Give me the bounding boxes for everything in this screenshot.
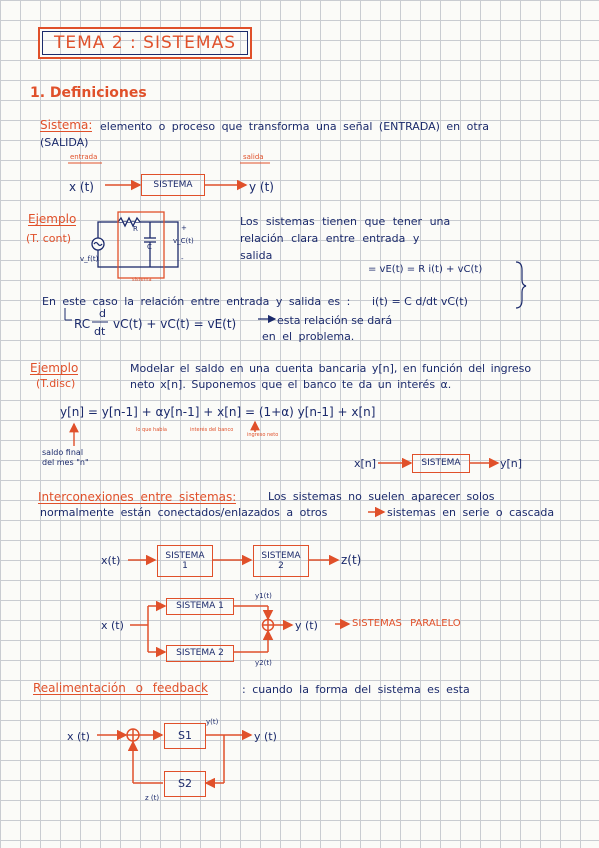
y-output-label: y (t) [249, 180, 274, 194]
section-heading-definiciones: 1. Definiciones [30, 85, 147, 101]
feedback-s1-box: S1 [164, 723, 206, 749]
ejemplo2-line2: neto x[n]. Suponemos que el banco te da un interés α. [130, 378, 452, 391]
sistema-box: SISTEMA [141, 174, 205, 196]
serie-box-2-title: SISTEMA [261, 550, 301, 561]
ejemplo1-d: d [99, 307, 106, 320]
feedback-z-label: z (t) [145, 794, 160, 802]
feedback-x-label: x (t) [67, 730, 90, 743]
serie-z-label: z(t) [341, 553, 362, 567]
serie-box-1-title: SISTEMA [165, 550, 205, 561]
feedback-lines [97, 729, 251, 783]
serie-box-1-number: 1 [182, 561, 188, 571]
feedback-y-small: y(t) [206, 718, 219, 726]
ejemplo-disc-label: Ejemplo [30, 361, 79, 375]
disc-sistema-box: SISTEMA [412, 454, 470, 473]
x-input-label: x (t) [69, 180, 94, 194]
rc-plus-label: + [181, 224, 187, 232]
saldo-note-2: del mes "n" [42, 458, 89, 467]
ejemplo1-arrow-note-2: en el problema. [262, 330, 355, 343]
ejemplo1-line2-equation: vC(t) + vC(t) = vE(t) [113, 317, 237, 331]
interconexiones-text-1: Los sistemas no suelen aparecer solos [268, 490, 495, 503]
sistema-definition: elemento o proceso que transforma una señal (ENTRADA) en otra [100, 120, 489, 133]
rc-resistor-label: R [133, 225, 138, 233]
paralelo-y-label: y (t) [295, 619, 318, 632]
ejemplo-cont-label: Ejemplo [28, 212, 77, 226]
interconexiones-text-2: normalmente están conectados/enlazados a otros [40, 506, 328, 519]
ejemplo1-arrow-note-1: esta relación se dará [277, 314, 393, 327]
ejemplo1-desc-3: salida [240, 249, 273, 262]
serie-x-label: x(t) [101, 554, 121, 567]
rc-vc-label: v_C(t) [173, 237, 194, 245]
ejemplo-disc-sub: (T.disc) [36, 377, 76, 390]
rc-circuit [92, 218, 178, 267]
interconexiones-arrow-text: sistemas en serie o cascada [387, 506, 555, 519]
rc-source-label: v_f(t) [80, 255, 99, 263]
rc-sistema-caption: sistema [132, 277, 152, 283]
ejemplo2-equation: y[n] = y[n-1] + αy[n-1] + x[n] = (1+α) y[n-1] + x[n] [60, 405, 376, 419]
sistema-term: Sistema: [40, 118, 93, 132]
feedback-y-label: y (t) [254, 730, 277, 743]
paralelo-x-label: x (t) [101, 619, 124, 632]
realimentacion-text: : cuando la forma del sistema es esta [242, 683, 470, 696]
salida-label: salida [243, 153, 264, 161]
ejemplo1-desc-2: relación clara entre entrada y [240, 232, 420, 245]
entrada-label: entrada [70, 153, 98, 161]
ejemplo1-rc-prefix: RC [74, 317, 91, 331]
ejemplo1-line1: En este caso la relación entre entrada y salida es : [42, 295, 351, 308]
saldo-note-1: saldo final [42, 448, 84, 457]
salida-paren: (SALIDA) [40, 136, 89, 149]
feedback-s2-box: S2 [164, 771, 206, 797]
paralelo-lines [130, 606, 292, 652]
rc-capacitor-label: C [147, 243, 152, 251]
disc-y-label: y[n] [500, 457, 523, 470]
rc-minus-label: - [181, 255, 184, 263]
paralelo-y2-label: y2(t) [255, 659, 272, 667]
serie-box-2-number: 2 [278, 561, 284, 571]
paralelo-y1-label: y1(t) [255, 592, 272, 600]
ejemplo-cont-sub: (T. cont) [26, 232, 72, 245]
tiny-note-2: interés del banco [190, 427, 234, 433]
disc-x-label: x[n] [354, 457, 377, 470]
ejemplo1-equation-right: = vE(t) = R i(t) + vC(t) [368, 264, 483, 275]
page-title: TEMA 2 : SISTEMAS [38, 27, 252, 59]
ejemplo1-dt: dt [94, 325, 106, 338]
paralelo-box-1: SISTEMA 1 [166, 598, 234, 615]
paralelo-box-2: SISTEMA 2 [166, 645, 234, 662]
realimentacion-heading: Realimentación o feedback [33, 681, 208, 695]
ejemplo1-desc-1: Los sistemas tienen que tener una [240, 215, 451, 228]
ejemplo2-line1: Modelar el saldo en una cuenta bancaria y[n], en función del ingreso [130, 362, 532, 375]
interconexiones-heading: Interconexiones entre sistemas: [38, 490, 237, 504]
paralelo-caption: SISTEMAS PARALELO [352, 618, 461, 629]
tiny-note-1: lo que había [136, 427, 167, 433]
ejemplo1-i-equation: i(t) = C d/dt vC(t) [372, 295, 468, 308]
brace [516, 262, 526, 308]
tiny-note-3: ingreso neto [247, 432, 279, 438]
